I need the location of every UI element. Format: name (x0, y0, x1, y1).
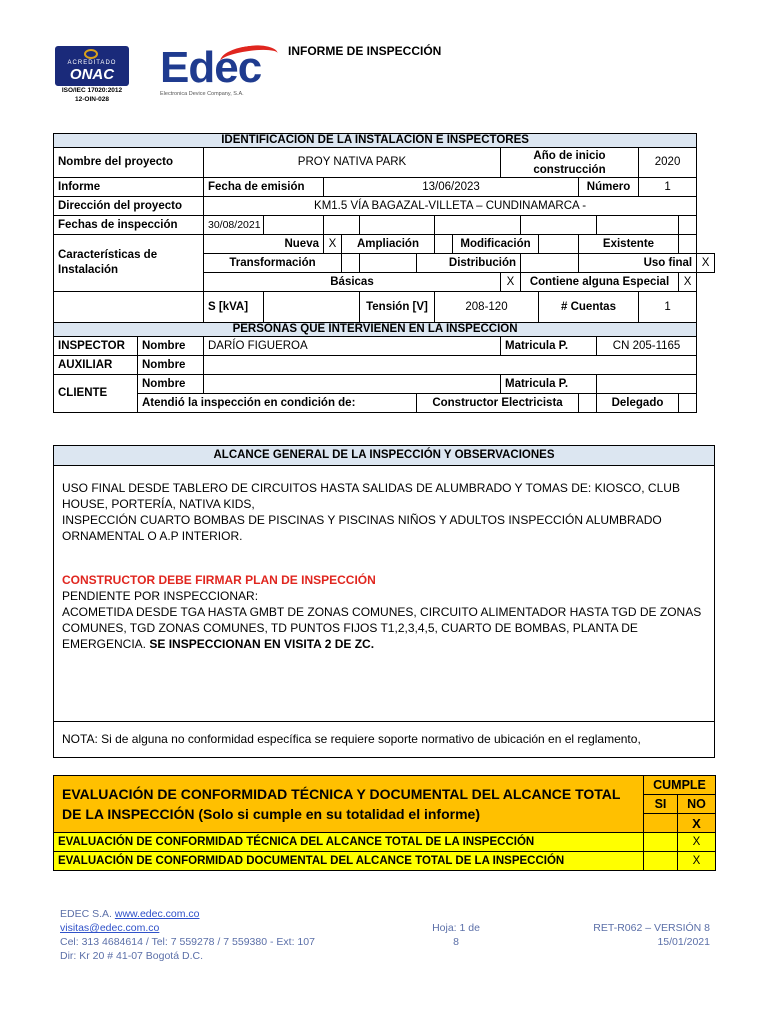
project-name-value: PROY NATIVA PARK (204, 148, 501, 178)
identification-table (53, 133, 715, 413)
cuentas-label: # Cuentas (539, 292, 639, 323)
uso-final-mark: X (697, 254, 715, 273)
inspector-name-value: DARÍO FIGUEROA (204, 337, 501, 356)
technical-evaluation-label: EVALUACIÓN DE CONFORMIDAD TÉCNICA DEL ALCANCE TOTAL DE LA INSPECCIÓN (54, 833, 644, 852)
inspection-date-cell (264, 216, 324, 235)
existente-mark (679, 235, 697, 254)
characteristics-spacer (54, 292, 204, 323)
edec-wordmark: Edec (160, 43, 262, 92)
cumple-label: CUMPLE (644, 776, 716, 795)
auxiliar-label: AUXILIAR (54, 356, 138, 375)
tension-value: 208-120 (435, 292, 539, 323)
cliente-matricula-label: Matricula P. (501, 375, 597, 394)
nueva-label: Nueva (204, 235, 324, 254)
footer-page-info (426, 921, 486, 949)
nueva-mark: X (324, 235, 342, 254)
distribucion-label: Distribución (417, 254, 521, 273)
pending-text (62, 604, 706, 652)
persons-section-title: PERSONAS QUE INTERVIENEN EN LA INSPECCIÓN (54, 323, 697, 337)
footer-website-link[interactable]: www.edec.com.co (114, 908, 200, 920)
uso-final-label: Uso final (579, 254, 697, 273)
total-si-mark (644, 814, 678, 833)
constructor-label: Constructor Electricista (417, 394, 579, 413)
onac-code: 12-OIN-028 (75, 96, 109, 103)
footer-page-label: Hoja: 1 de (432, 922, 480, 934)
s-kva-label: S [kVA] (204, 292, 264, 323)
footer-email-link[interactable]: visitas@edec.com.co (60, 922, 160, 934)
footer-page-total: 8 (453, 936, 459, 948)
tension-label: Tensión [V] (360, 292, 435, 323)
scope-section (53, 445, 715, 758)
pending-label: PENDIENTE POR INSPECCIONAR: (62, 589, 259, 603)
evaluation-title-main: EVALUACIÓN DE CONFORMIDAD TÉCNICA Y DOCUMENTAL DEL ALCANCE TOTAL DE LA INSPECCIÓN (62, 786, 621, 822)
pending-items: ACOMETIDA DESDE TGA HASTA GMBT DE ZONAS COMUNES, CIRCUITO ALIMENTADOR HASTA TGD DE ZONAS COMUNES, TGD ZONAS COMUNES, TD PUNTOS FIJOS T1,2,3,4,5, CUARTO DE BOMBAS, PLANTA DE EMERGENCIA. (62, 605, 702, 651)
condition-label: Atendió la inspección en condición de: (138, 394, 417, 413)
onac-accredited-text: ACREDITADO (67, 60, 117, 66)
inspection-date-cell (324, 216, 360, 235)
footer-company: EDEC S.A. (60, 908, 112, 920)
technical-si-mark (644, 833, 678, 852)
characteristics-label: Características de Instalación (54, 235, 204, 292)
inspection-date-cell (679, 216, 697, 235)
footer-phones: Cel: 313 4684614 / Tel: 7 559278 / 7 559380 - Ext: 107 (60, 936, 315, 948)
scope-paragraph: USO FINAL DESDE TABLERO DE CIRCUITOS HASTA SALIDAS DE ALUMBRADO Y TOMAS DE: KIOSCO, CLUB HOUSE, PORTERÍA, NATIVA KIDS, (62, 481, 680, 511)
no-label: NO (678, 795, 716, 814)
edec-tagline: Electronica Device Company, S.A. (160, 91, 244, 97)
footer-company-line (60, 907, 380, 921)
si-label: SI (644, 795, 678, 814)
ampliacion-label: Ampliación (342, 235, 435, 254)
delegado-mark (679, 394, 697, 413)
ampliacion-mark (435, 235, 453, 254)
cliente-name-value (204, 375, 501, 394)
inspection-date-cell (435, 216, 521, 235)
onac-standard: ISO/IEC 17020:2012 (61, 87, 123, 94)
cliente-matricula-value (597, 375, 697, 394)
evaluation-table (53, 775, 716, 871)
basicas-label: Básicas (204, 273, 501, 292)
inspector-nombre-label: Nombre (138, 337, 204, 356)
onac-logo-mark (55, 46, 129, 86)
constructor-mark (579, 394, 597, 413)
modificacion-label: Modificación (453, 235, 539, 254)
inspector-label: INSPECTOR (54, 337, 138, 356)
especial-mark: X (679, 273, 697, 292)
evaluation-title-sub: (Solo si cumple en su totalidad el informe) (198, 806, 480, 822)
footer-email-line (60, 921, 380, 935)
documental-evaluation-label: EVALUACIÓN DE CONFORMIDAD DOCUMENTAL DEL ALCANCE TOTAL DE LA INSPECCIÓN (54, 852, 644, 871)
evaluation-title (54, 776, 644, 833)
inspector-matricula-value: CN 205-1165 (597, 337, 697, 356)
scope-paragraph: INSPECCIÓN CUARTO BOMBAS DE PISCINAS Y PISCINAS NIÑOS Y ADULTOS INSPECCIÓN ALUMBRADO ORNAMENTAL O A.P INTERIOR. (62, 513, 662, 543)
footer-doc-info (560, 921, 710, 949)
scope-body (54, 466, 714, 652)
s-kva-value (264, 292, 360, 323)
inspection-date-cell (597, 216, 679, 235)
auxiliar-name-value (204, 356, 697, 375)
number-value: 1 (639, 178, 697, 197)
especial-label: Contiene alguna Especial (521, 273, 679, 292)
footer-contact (60, 907, 380, 963)
distribucion-mark (521, 254, 579, 273)
onac-symbol-icon (84, 49, 98, 59)
issue-date-value: 13/06/2023 (324, 178, 579, 197)
delegado-label: Delegado (597, 394, 679, 413)
documental-si-mark (644, 852, 678, 871)
project-name-label: Nombre del proyecto (54, 148, 204, 178)
onac-name: ONAC (69, 66, 115, 83)
footer-doc-code: RET-R062 – VERSIÓN 8 (593, 922, 710, 934)
technical-no-mark: X (678, 833, 716, 852)
transformacion-mark-2 (360, 254, 417, 273)
basicas-mark: X (501, 273, 521, 292)
pending-visit-note: SE INSPECCIONAN EN VISITA 2 DE ZC. (149, 637, 375, 651)
transformacion-label: Transformación (204, 254, 342, 273)
issue-date-label: Fecha de emisión (204, 178, 324, 197)
identification-section-title: IDENTIFICACIÓN DE LA INSTALACIÓN E INSPECTORES (54, 134, 697, 148)
scope-section-title: ALCANCE GENERAL DE LA INSPECCIÓN Y OBSERVACIONES (54, 446, 714, 466)
inspection-date-cell (521, 216, 597, 235)
inspection-dates-label: Fechas de inspección (54, 216, 204, 235)
number-label: Número (579, 178, 639, 197)
documental-no-mark: X (678, 852, 716, 871)
address-value: KM1.5 VÍA BAGAZAL-VILLETA – CUNDINAMARCA - (204, 197, 697, 216)
footer-address: Dir: Kr 20 # 41-07 Bogotá D.C. (60, 950, 203, 962)
footer-doc-date: 15/01/2021 (657, 936, 710, 948)
cliente-label: CLIENTE (54, 375, 138, 413)
inspection-date-cell (360, 216, 435, 235)
transformacion-mark (342, 254, 360, 273)
cliente-nombre-label: Nombre (138, 375, 204, 394)
total-no-mark: X (678, 814, 716, 833)
inspector-matricula-label: Matricula P. (501, 337, 597, 356)
report-label: Informe (54, 178, 204, 197)
inspection-date-value: 30/08/2021 (204, 216, 264, 235)
cuentas-value: 1 (639, 292, 697, 323)
scope-note: NOTA: Si de alguna no conformidad específica se requiere soporte normativo de ubicación en el reglamento, (54, 721, 714, 757)
report-title: INFORME DE INSPECCIÓN (288, 44, 442, 58)
start-year-value: 2020 (639, 148, 697, 178)
start-year-label: Año de inicio construcción (501, 148, 639, 178)
constructor-warning: CONSTRUCTOR DEBE FIRMAR PLAN DE INSPECCIÓN (62, 573, 376, 587)
edec-logo (160, 43, 280, 102)
onac-accreditation-logo (52, 46, 132, 112)
existente-label: Existente (579, 235, 679, 254)
modificacion-mark (539, 235, 579, 254)
address-label: Dirección del proyecto (54, 197, 204, 216)
auxiliar-nombre-label: Nombre (138, 356, 204, 375)
